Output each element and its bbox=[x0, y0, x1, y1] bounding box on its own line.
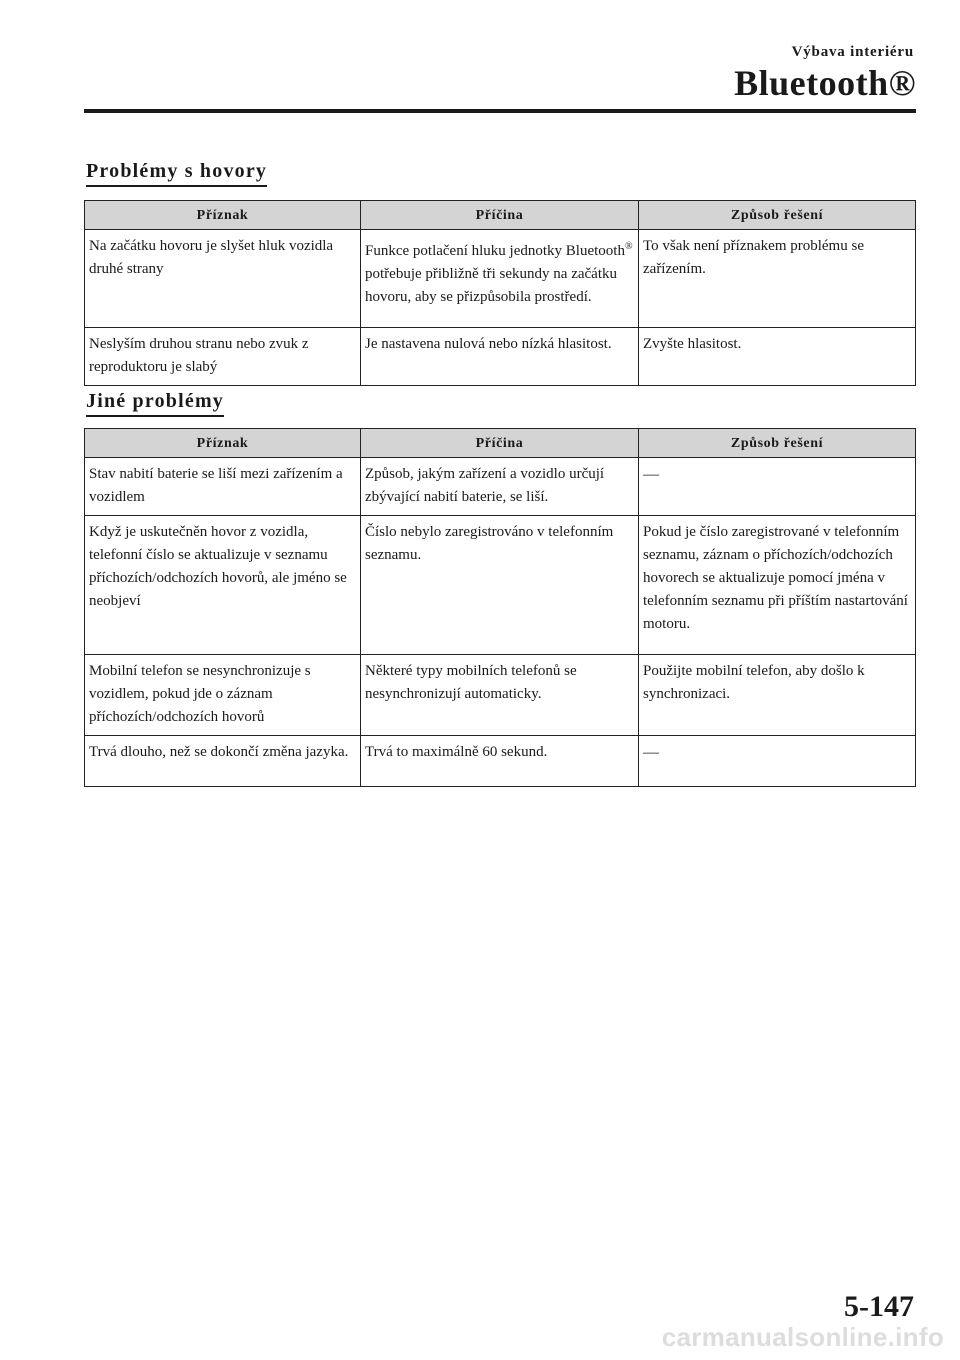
table-row bbox=[85, 516, 916, 655]
registered-mark: ® bbox=[624, 241, 633, 252]
cause-text-continued: potřebuje přibližně tři sekundy na začátku hovoru, aby se přizpůsobila prostředí. bbox=[365, 266, 617, 305]
solution-cell: — bbox=[639, 736, 916, 787]
table-row bbox=[85, 655, 916, 736]
symptom-cell: Mobilní telefon se nesynchronizuje s vozidlem, pokud jde o záznam příchozích/odchozích hovorů bbox=[85, 655, 361, 736]
solution-cell: Zvyšte hlasitost. bbox=[639, 328, 916, 386]
symptom-cell: Když je uskutečněn hovor z vozidla, telefonní číslo se aktualizuje v seznamu příchozích/odchozích hovorů, ale jméno se neobjeví bbox=[85, 516, 361, 655]
other-problems-table bbox=[84, 428, 916, 787]
section-heading-call-problems: Problémy s hovory bbox=[86, 160, 267, 187]
solution-cell: Použijte mobilní telefon, aby došlo k synchronizaci. bbox=[639, 655, 916, 736]
column-header-symptom: Příznak bbox=[85, 201, 361, 230]
table-header-row bbox=[85, 201, 916, 230]
page-number: 5-147 bbox=[844, 1290, 914, 1323]
symptom-cell: Trvá dlouho, než se dokončí změna jazyka. bbox=[85, 736, 361, 787]
symptom-cell: Stav nabití baterie se liší mezi zařízením a vozidlem bbox=[85, 458, 361, 516]
cause-cell: Některé typy mobilních telefonů se nesynchronizují automaticky. bbox=[361, 655, 639, 736]
table-row bbox=[85, 458, 916, 516]
solution-cell: Pokud je číslo zaregistrované v telefonním seznamu, záznam o příchozích/odchozích hovorech se aktualizuje pomocí jména v telefonním seznamu při příštím nastartování motoru. bbox=[639, 516, 916, 655]
chapter-subtitle: Výbava interiéru bbox=[791, 44, 914, 60]
cause-cell bbox=[361, 230, 639, 328]
header-rule bbox=[84, 109, 916, 113]
watermark: carmanualsonline.info bbox=[661, 1322, 944, 1352]
cause-cell: Číslo nebylo zaregistrováno v telefonním seznamu. bbox=[361, 516, 639, 655]
call-problems-table bbox=[84, 200, 916, 386]
section-heading-other-problems: Jiné problémy bbox=[86, 390, 224, 417]
table-row bbox=[85, 736, 916, 787]
table-header-row bbox=[85, 429, 916, 458]
chapter-title: Bluetooth® bbox=[734, 63, 916, 103]
symptom-cell: Neslyším druhou stranu nebo zvuk z reproduktoru je slabý bbox=[85, 328, 361, 386]
cause-text: Funkce potlačení hluku jednotky Bluetooth bbox=[365, 243, 625, 259]
solution-cell: To však není příznakem problému se zařízením. bbox=[639, 230, 916, 328]
symptom-cell: Na začátku hovoru je slyšet hluk vozidla druhé strany bbox=[85, 230, 361, 328]
column-header-cause: Příčina bbox=[361, 429, 639, 458]
column-header-cause: Příčina bbox=[361, 201, 639, 230]
table-row bbox=[85, 230, 916, 328]
solution-cell: — bbox=[639, 458, 916, 516]
column-header-symptom: Příznak bbox=[85, 429, 361, 458]
cause-cell: Je nastavena nulová nebo nízká hlasitost. bbox=[361, 328, 639, 386]
table-row bbox=[85, 328, 916, 386]
cause-cell: Trvá to maximálně 60 sekund. bbox=[361, 736, 639, 787]
column-header-solution: Způsob řešení bbox=[639, 201, 916, 230]
column-header-solution: Způsob řešení bbox=[639, 429, 916, 458]
cause-cell: Způsob, jakým zařízení a vozidlo určují zbývající nabití baterie, se liší. bbox=[361, 458, 639, 516]
